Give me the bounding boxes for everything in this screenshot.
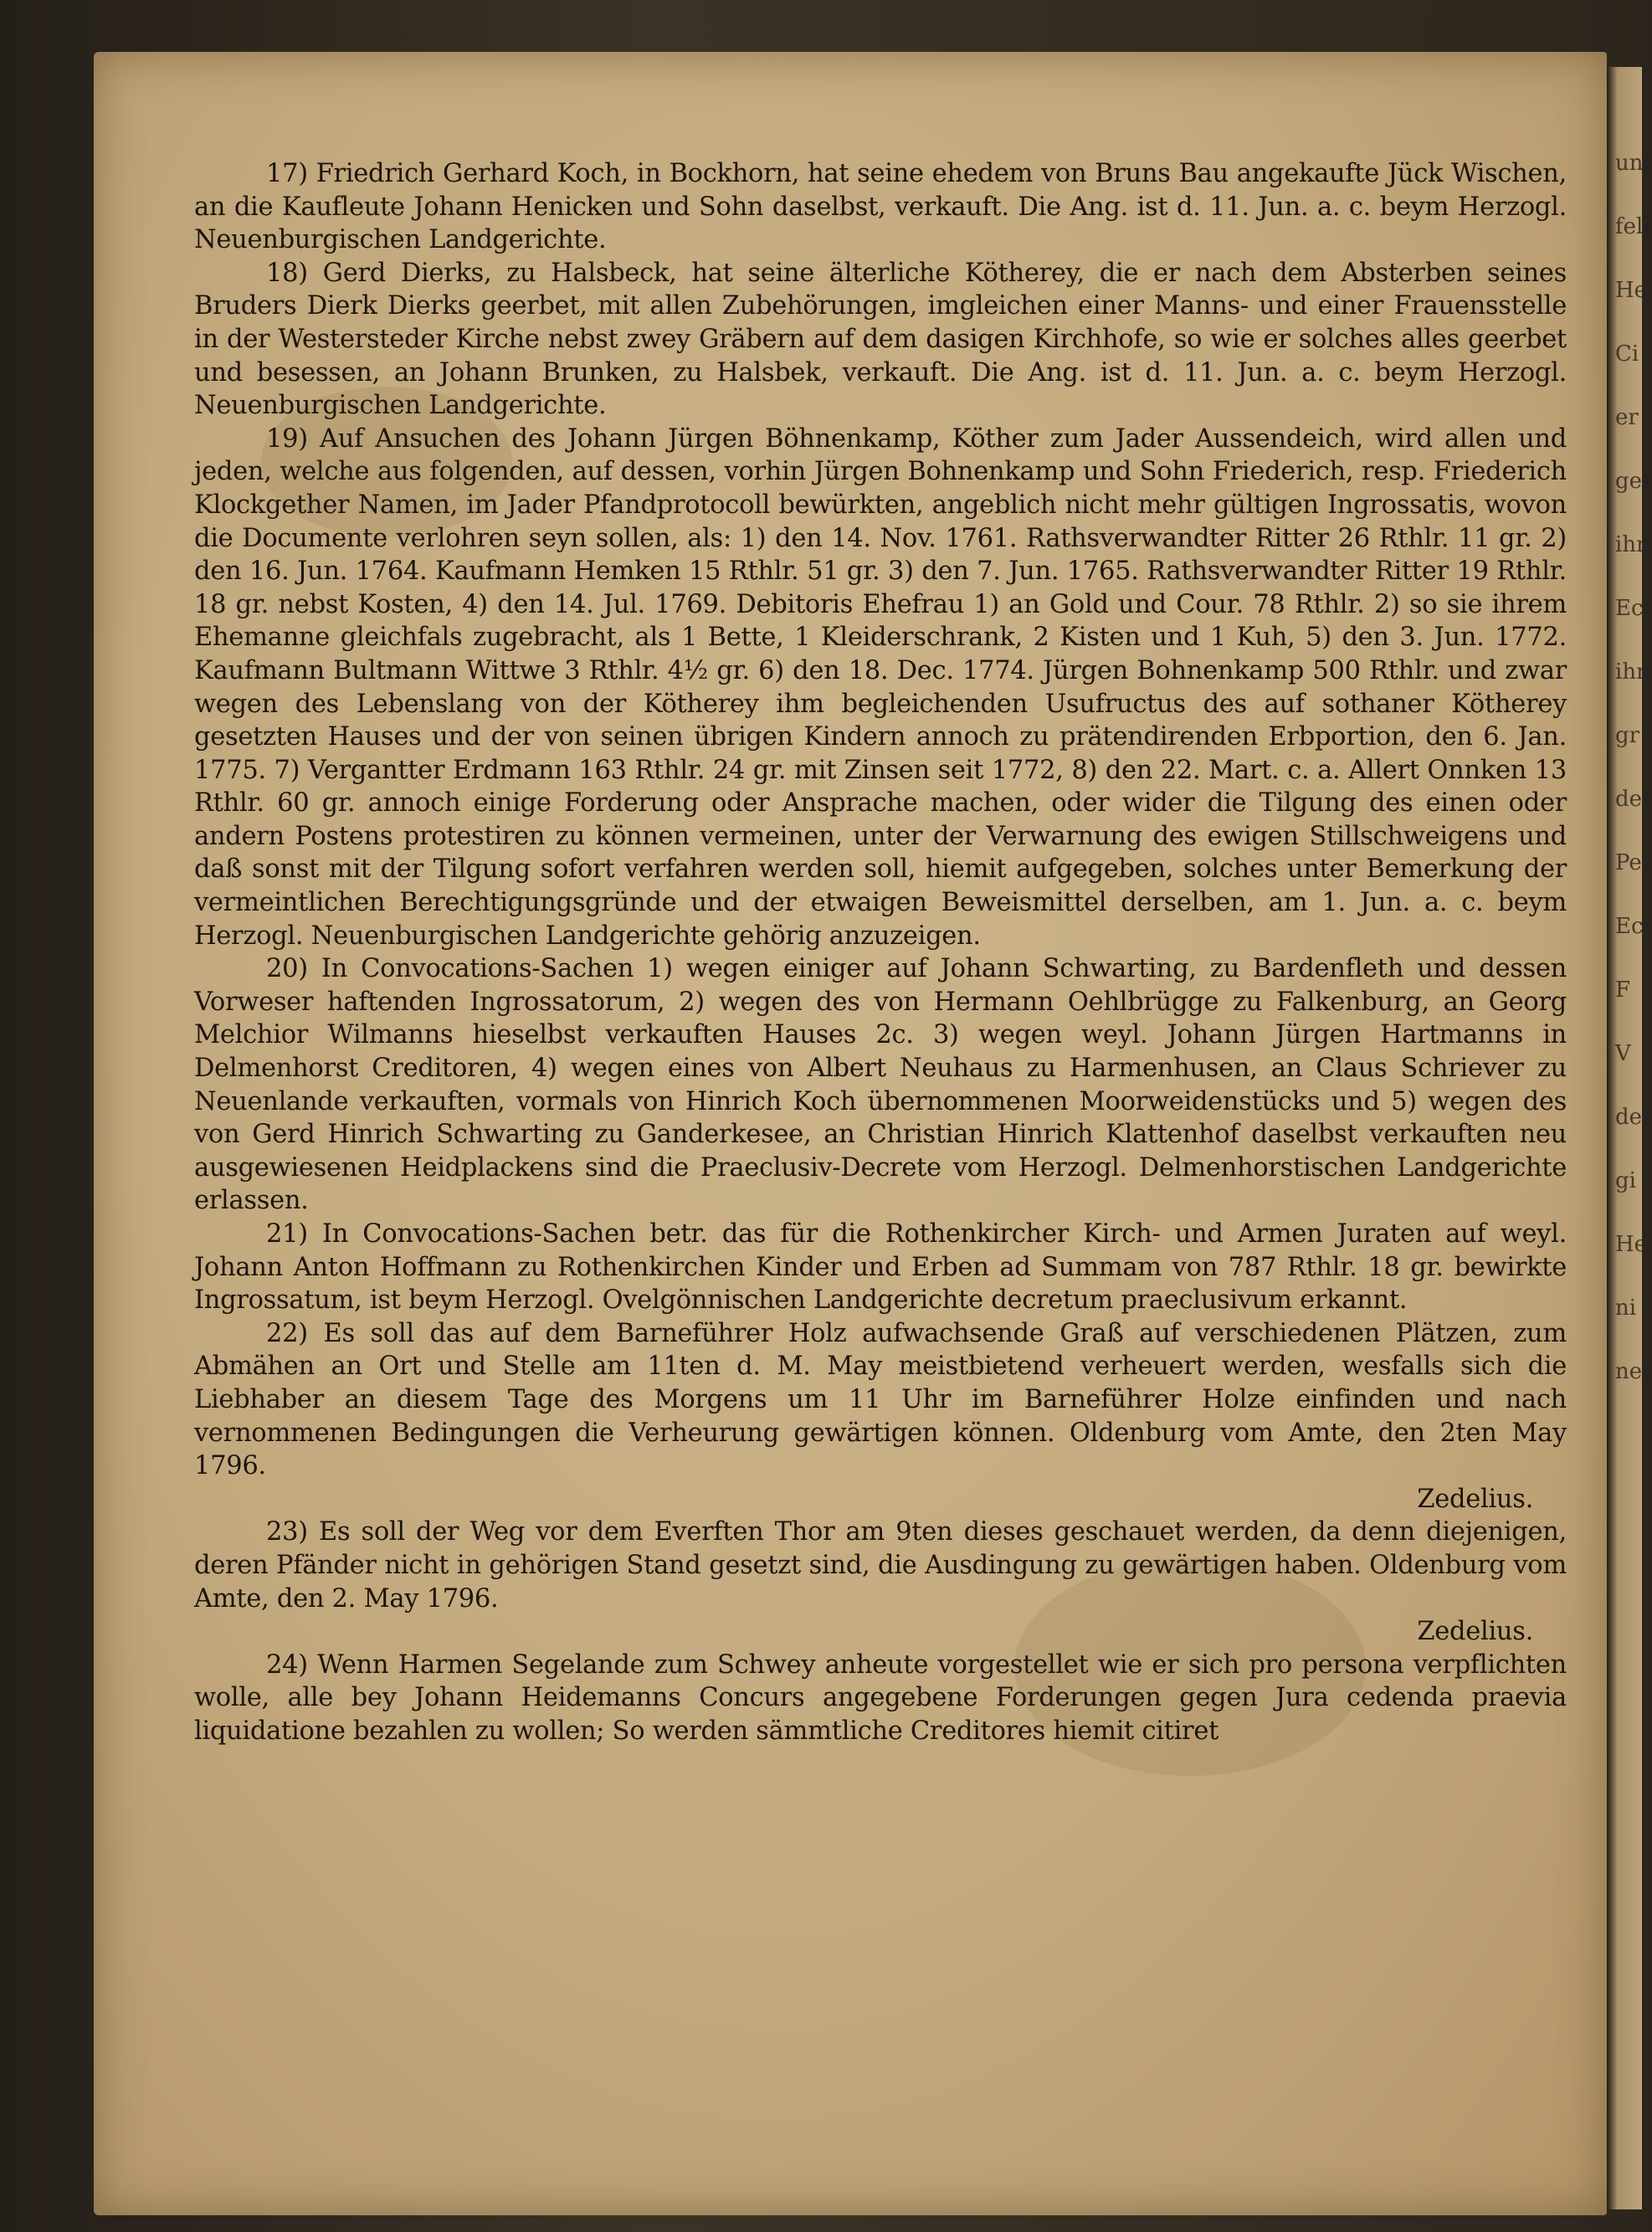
fragment: Pe	[1615, 850, 1642, 875]
notice-22: 22) Es soll das auf dem Barneführer Holz aufwachsende Graß auf verschiedenen Plätzen, zum Abmähen an Ort und Stelle am 11ten d. M. May meistbietend verheuert werden, wesfalls sich die Liebhaber an diesem Tage des Morgens um 11 Uhr im Barneführer Holze einfinden und nach vernommenen Bedingungen die Verheurung gewärtigen können. Oldenburg vom Amte, den 2ten May 1796.	[194, 1318, 1567, 1481]
document-text	[194, 157, 1567, 1748]
fragment: ne	[1615, 1359, 1643, 1384]
fragment: Ec	[1615, 914, 1644, 939]
fragment: F	[1615, 977, 1631, 1003]
signature-22: Zedelius.	[1417, 1484, 1533, 1514]
fragment: fell	[1615, 214, 1650, 239]
notice-17: 17) Friedrich Gerhard Koch, in Bockhorn, hat seine ehedem von Bruns Bau angekaufte Jück Wischen, an die Kaufleute Johann Henicken und Sohn daselbst, verkauft. Die Ang. ist d. 11. Jun. a. c. beym Herzogl. Neuenburgischen Landgerichte.	[194, 159, 1567, 255]
fragment: gi	[1615, 1168, 1636, 1193]
fragment: He	[1615, 278, 1648, 303]
fragment: de	[1615, 787, 1643, 812]
signature-23: Zedelius.	[1417, 1617, 1533, 1647]
fragment: un	[1615, 151, 1644, 176]
notice-21: 21) In Convocations-Sachen betr. das für die Rothenkircher Kirch- und Armen Juraten auf weyl. Johann Anton Hoffmann zu Rothenkirchen Kinder und Erben ad Summam von 787 Rthlr. 18 gr. bewirkte Ingrossatum, ist beym Herzogl. Ovelgönnischen Landgerichte decretum praeclusivum erkannt.	[194, 1219, 1567, 1316]
facing-page-fragments	[1615, 151, 1652, 2076]
fragment: ihr	[1615, 659, 1647, 685]
fragment: ni	[1615, 1296, 1637, 1321]
fragment: ihr	[1615, 532, 1647, 557]
fragment: He	[1615, 1232, 1648, 1257]
fragment: Ec	[1615, 596, 1644, 621]
fragment: gr	[1615, 723, 1640, 748]
notice-18: 18) Gerd Dierks, zu Halsbeck, hat seine älterliche Kötherey, die er nach dem Absterben seines Bruders Dierk Dierks geerbet, mit allen Zubehörungen, imgleichen einer Manns- und einer Frauensstelle in der Westersteder Kirche nebst zwey Gräbern auf dem dasigen Kirchhofe, so wie er solches alles geerbet und besessen, an Johann Brunken, zu Halsbek, verkauft. Die Ang. ist d. 11. Jun. a. c. beym Herzogl. Neuenburgischen Landgerichte.	[194, 258, 1567, 421]
fragment: er	[1615, 405, 1639, 430]
fragment: ger	[1615, 469, 1652, 494]
notice-24: 24) Wenn Harmen Segelande zum Schwey anheute vorgestellet wie er sich pro persona verpflichten wolle, alle bey Johann Heidemanns Concurs angegebene Forderungen gegen Jura cedenda praevia liquidatione bezahlen zu wollen; So werden sämmtliche Creditores hiemit citiret	[194, 1650, 1567, 1746]
fragment: Ci	[1615, 341, 1639, 367]
notice-19: 19) Auf Ansuchen des Johann Jürgen Böhnenkamp, Köther zum Jader Aussendeich, wird allen und jeden, welche aus folgenden, auf dessen, vorhin Jürgen Bohnenkamp und Sohn Friederich, resp. Friederich Klockgether Namen, im Jader Pfandprotocoll bewürkten, angeblich nicht mehr gültigen Ingrossatis, wovon die Documente verlohren seyn sollen, als: 1) den 14. Nov. 1761. Rathsverwandter Ritter 26 Rthlr. 11 gr. 2) den 16. Jun. 1764. Kaufmann Hemken 15 Rthlr. 51 gr. 3) den 7. Jun. 1765. Rathsverwandter Ritter 19 Rthlr. 18 gr. nebst Kosten, 4) den 14. Jul. 1769. Debitoris Ehefrau 1) an Gold und Cour. 78 Rthlr. 2) so sie ihrem Ehemanne gleichfals zugebracht, als 1 Bette, 1 Kleiderschrank, 2 Kisten und 1 Kuh, 5) den 3. Jun. 1772. Kaufmann Bultmann Wittwe 3 Rthlr. 4½ gr. 6) den 18. Dec. 1774. Jürgen Bohnenkamp 500 Rthlr. und zwar wegen des Lebenslang von der Kötherey ihm begleichenden Usufructus des auf sothaner Kötherey gesetzten Hauses und der von seinen übrigen Kindern annoch zu prätendirenden Erbportion, den 6. Jan. 1775. 7) Vergantter Erdmann 163 Rthlr. 24 gr. mit Zinsen seit 1772, 8) den 22. Mart. c. a. Allert Onnken 13 Rthlr. 60 gr. annoch einige Forderung oder Ansprache machen, oder wider die Tilgung des einen oder andern Postens protestiren zu können vermeinen, unter der Verwarnung des ewigen Stillschweigens und daß sonst mit der Tilgung sofort verfahren werden soll, hiemit aufgegeben, solches unter Bemerkung der vermeintlichen Berechtigungsgründe und der etwaigen Beweismittel derselben, am 1. Jun. a. c. beym Herzogl. Neuenburgischen Landgerichte gehörig anzuzeigen.	[194, 423, 1567, 951]
notice-23: 23) Es soll der Weg vor dem Everften Thor am 9ten dieses geschauet werden, da denn diejenigen, deren Pfänder nicht in gehörigen Stand gesetzt sind, die Ausdingung zu gewärtigen haben. Oldenburg vom Amte, den 2. May 1796.	[194, 1517, 1567, 1614]
fragment: V	[1615, 1041, 1631, 1066]
fragment: de	[1615, 1105, 1643, 1130]
notice-20: 20) In Convocations-Sachen 1) wegen einiger auf Johann Schwarting, zu Bardenfleth und dessen Vorweser haftenden Ingrossatorum, 2) wegen des von Hermann Oehlbrügge zu Falkenburg, an Georg Melchior Wilmanns hieselbst verkauften Hauses 2c. 3) wegen weyl. Johann Jürgen Hartmanns in Delmenhorst Creditoren, 4) wegen eines von Albert Neuhaus zu Harmenhusen, an Claus Schriever zu Neuenlande verkauften, vormals von Hinrich Koch übernommenen Moorweidenstücks und 5) wegen des von Gerd Hinrich Schwarting zu Ganderkesee, an Christian Hinrich Klattenhof daselbst verkauften neu ausgewiesenen Heidplackens sind die Praeclusiv-Decrete vom Herzogl. Delmenhorstischen Landgerichte erlassen.	[194, 954, 1567, 1216]
